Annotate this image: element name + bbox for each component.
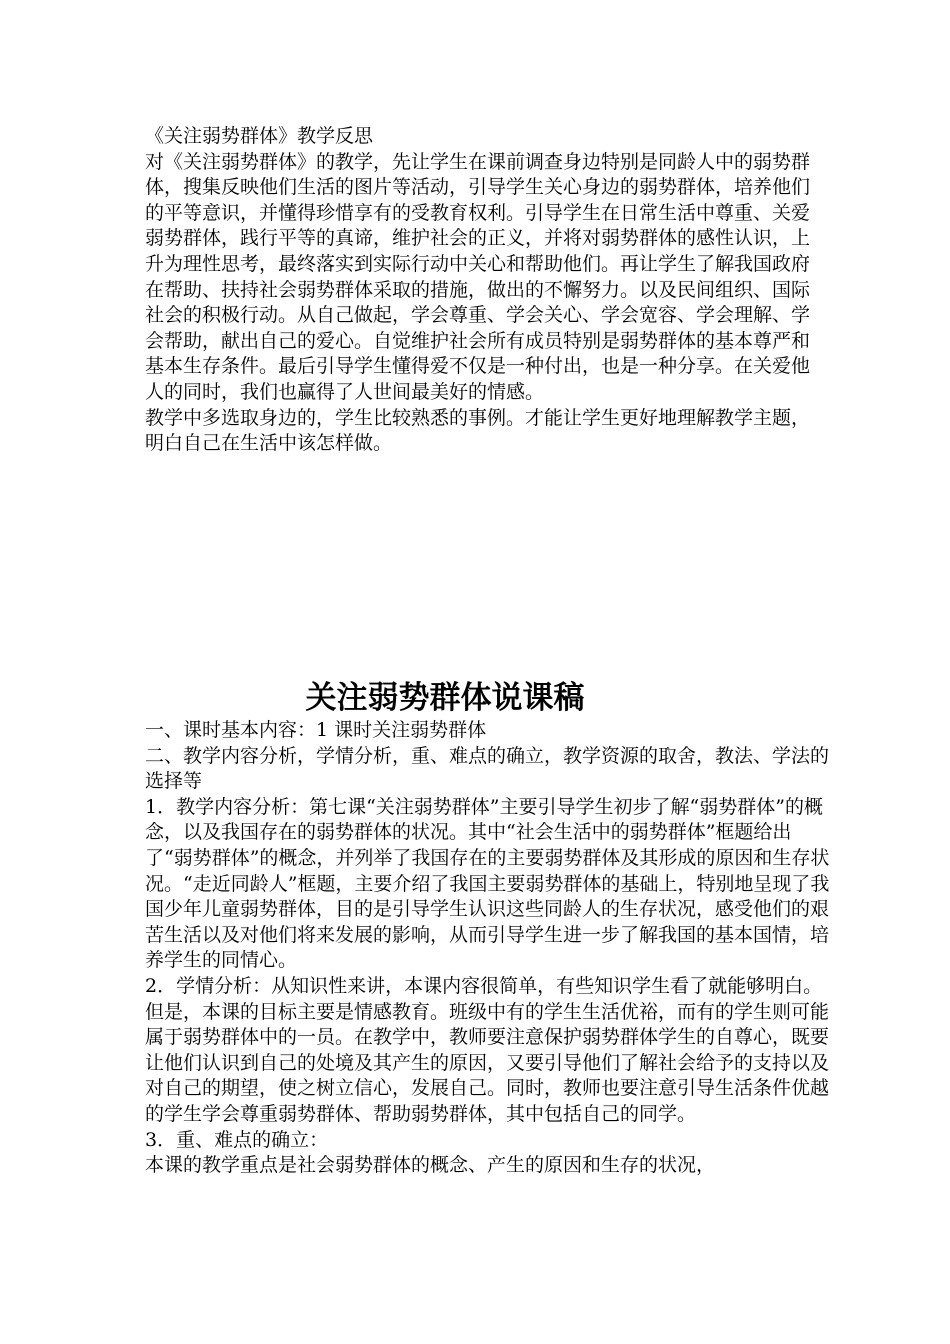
lecture-point: 本课的教学重点是社会弱势群体的概念、产生的原因和生存的状况， bbox=[145, 1154, 716, 1177]
lecture-point: 1．教学内容分析：第七课“关注弱势群体”主要引导学生初步了解“弱势群体”的概念，以及我国存在的弱势群体的状况。其中“社会生活中的弱势群体”框题给出了“弱势群体”的概念，并列举了我国存在的主要弱势群体及其形成的原因和生存状况。“走近同龄人”框题，主要介绍了我国主要弱势群体的基础上，特别地呈现了我国少年儿童弱势群体，目的是引导学生认识这些同龄人的生存状况，感受他们的艰苦生活以及对他们将来发展的影响，从而引导学生进一步了解我国的基本国情，培养学生的同情心。 bbox=[145, 795, 830, 972]
reflection-paragraph: 对《关注弱势群体》的教学，先让学生在课前调查身边特别是同龄人中的弱势群体，搜集反映他们生活的图片等活动，引导学生关心身边的弱势群体，培养他们的平等意识，并懂得珍惜享有的受教育权利。引导学生在日常生活中尊重、关爱弱势群体，践行平等的真谛，维护社会的正义，并将对弱势群体的感性认识，上升为理性思考，最终落实到实际行动中关心和帮助他们。再让学生了解我国政府在帮助、扶持社会弱势群体采取的措施，做出的不懈努力。以及民间组织、国际社会的积极行动。从自己做起，学会尊重、学会关心、学会宽容、学会理解、学会帮助，献出自己的爱心。自觉维护社会所有成员特别是弱势群体的基本尊严和基本生存条件。最后引导学生懂得爱不仅是一种付出，也是一种分享。在关爱他人的同时，我们也赢得了人世间最美好的情感。 bbox=[145, 150, 811, 403]
reflection-paragraph: 教学中多选取身边的，学生比较熟悉的事例。才能让学生更好地理解教学主题，明白自己在生活中该怎样做。 bbox=[145, 406, 811, 455]
lecture-item: 一、课时基本内容：1 课时关注弱势群体 bbox=[145, 719, 487, 741]
lecture-point-title: 3．重、难点的确立： bbox=[145, 1128, 329, 1151]
lecture-section bbox=[145, 678, 835, 1179]
lecture-point: 2．学情分析：从知识性来讲，本课内容很简单，有些知识学生看了就能够明白。但是，本课的目标主要是情感教育。班级中有的学生生活优裕，而有的学生则可能属于弱势群体中的一员。在教学中，教师要注意保护弱势群体学生的自尊心，既要让他们认识到自己的处境及其产生的原因，又要引导他们了解社会给予的支持以及对自己的期望，使之树立信心，发展自己。同时，教师也要注意引导生活条件优越的学生学会尊重弱势群体、帮助弱势群体，其中包括自己的同学。 bbox=[145, 974, 830, 1125]
lecture-item: 二、教学内容分析，学情分析，重、难点的确立，教学资源的取舍，教法、学法的选择等 bbox=[145, 744, 830, 793]
reflection-title: 《关注弱势群体》教学反思 bbox=[145, 125, 374, 147]
reflection-section bbox=[145, 124, 825, 457]
lecture-heading: 关注弱势群体说课稿 bbox=[305, 680, 585, 716]
